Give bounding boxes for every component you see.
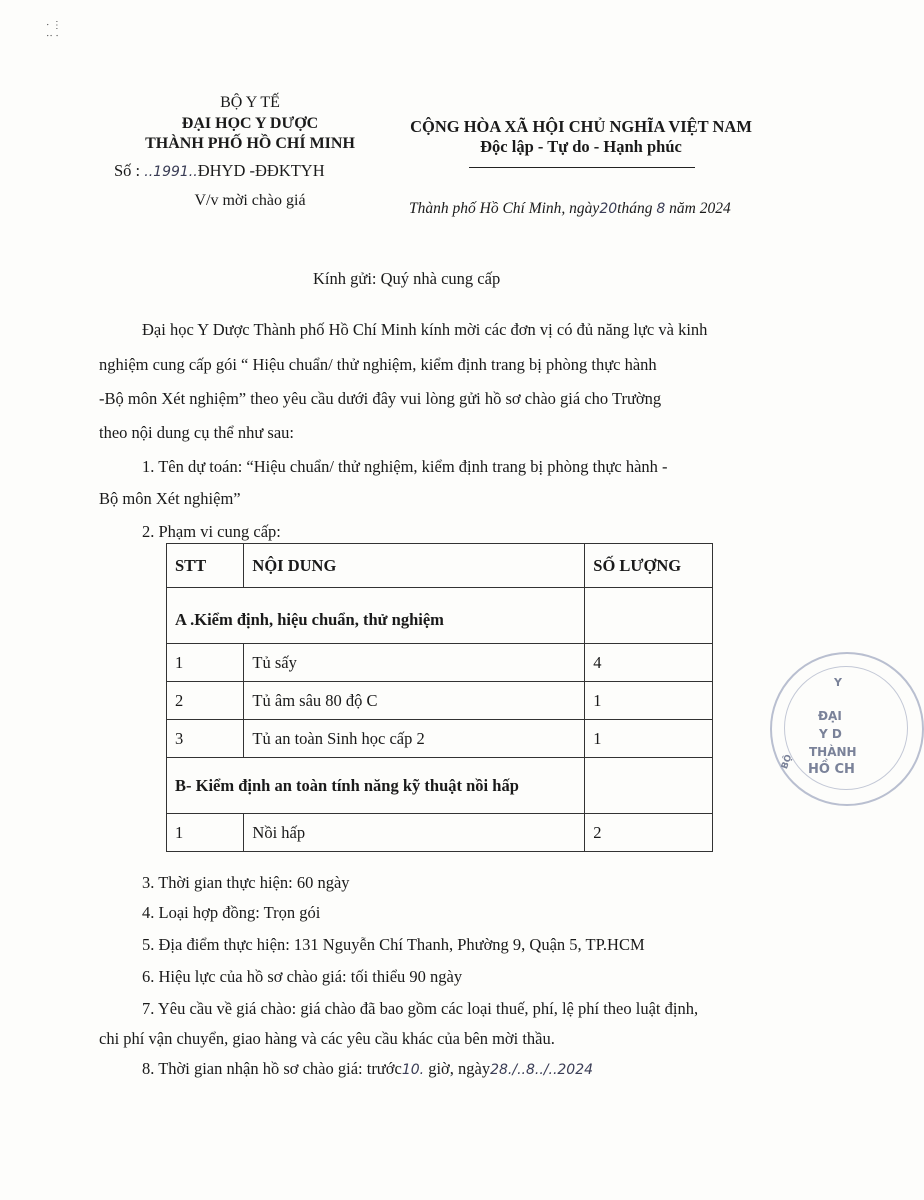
header-content: NỘI DUNG <box>244 544 585 588</box>
date-month: 8 <box>656 201 666 217</box>
section-b-row <box>167 758 713 814</box>
item-1-line-2: Bộ môn Xét nghiệm” <box>99 489 241 508</box>
seal-text-2: ĐẠI <box>818 709 842 723</box>
section-a-title: A .Kiểm định, hiệu chuẩn, thử nghiệm <box>167 588 585 644</box>
header-quantity: SỐ LƯỢNG <box>585 544 713 588</box>
number-prefix: Số : <box>114 161 145 180</box>
document-subject: V/v mời chào giá <box>194 192 306 209</box>
section-b-qty-empty <box>585 758 713 814</box>
section-b-title: B- Kiểm định an toàn tính năng kỹ thuật nồi hấp <box>167 758 585 814</box>
row-stt: 2 <box>167 682 244 720</box>
number-suffix: ĐHYD -ĐĐKTYH <box>197 161 325 180</box>
seal-text-1: Y <box>834 676 842 689</box>
row-qty: 1 <box>585 682 713 720</box>
seal-text-3: Y D <box>819 727 842 741</box>
row-content: Nồi hấp <box>244 814 585 852</box>
row-qty: 1 <box>585 720 713 758</box>
university-name-line1: ĐẠI HỌC Y DƯỢC <box>181 115 319 132</box>
university-seal-stamp <box>770 652 924 806</box>
item-3: 3. Thời gian thực hiện: 60 ngày <box>142 873 350 892</box>
item-7-line-1: 7. Yêu cầu về giá chào: giá chào đã bao gồm các loại thuế, phí, lệ phí theo luật định, <box>142 999 699 1018</box>
scan-specks: ⋅ ⋮ ⋅⋅ ⋅ <box>46 20 62 42</box>
item-8 <box>142 1054 593 1085</box>
country-name: CỘNG HÒA XÃ HỘI CHỦ NGHĨA VIỆT NAM <box>410 117 752 136</box>
date-prefix: Thành phố Hồ Chí Minh, ngày <box>409 200 600 217</box>
item-1-line-1: 1. Tên dự toán: “Hiệu chuẩn/ thử nghiệm, kiểm định trang bị phòng thực hành - <box>142 457 668 476</box>
motto-underline <box>469 167 695 168</box>
row-stt: 1 <box>167 644 244 682</box>
item-4: 4. Loại hợp đồng: Trọn gói <box>142 903 321 922</box>
row-content: Tủ âm sâu 80 độ C <box>244 682 585 720</box>
header-stt: STT <box>167 544 244 588</box>
row-stt: 1 <box>167 814 244 852</box>
table-row <box>167 682 713 720</box>
greeting: Kính gửi: Quý nhà cung cấp <box>313 269 501 288</box>
document-number <box>114 161 325 181</box>
intro-line-2: nghiệm cung cấp gói “ Hiệu chuẩn/ thử nghiệm, kiểm định trang bị phòng thực hành <box>99 355 657 374</box>
seal-text-5: HỒ CH <box>808 762 855 777</box>
intro-line-4: theo nội dung cụ thể như sau: <box>99 423 294 442</box>
item-8-prefix: 8. Thời gian nhận hồ sơ chào giá: trước <box>142 1059 402 1078</box>
row-stt: 3 <box>167 720 244 758</box>
item-8-hour: 10. <box>401 1062 425 1078</box>
row-qty: 4 <box>585 644 713 682</box>
row-qty: 2 <box>585 814 713 852</box>
ministry-name: BỘ Y TẾ <box>220 94 280 111</box>
item-2-heading: 2. Phạm vi cung cấp: <box>142 522 281 541</box>
seal-text-side: BỘ <box>780 753 795 771</box>
intro-line-1: Đại học Y Dược Thành phố Hồ Chí Minh kính mời các đơn vị có đủ năng lực và kinh <box>142 320 708 339</box>
date-year: năm 2024 <box>669 200 731 217</box>
item-5: 5. Địa điểm thực hiện: 131 Nguyễn Chí Thanh, Phường 9, Quận 5, TP.HCM <box>142 935 645 954</box>
table-row <box>167 720 713 758</box>
item-8-date: 28./..8../..2024 <box>490 1062 594 1078</box>
date-day: 20 <box>599 201 618 217</box>
row-content: Tủ an toàn Sinh học cấp 2 <box>244 720 585 758</box>
document-date <box>409 200 731 218</box>
university-name-line2: THÀNH PHỐ HỒ CHÍ MINH <box>145 135 355 152</box>
scope-table <box>166 543 713 852</box>
table-row <box>167 814 713 852</box>
row-content: Tủ sấy <box>244 644 585 682</box>
section-a-qty-empty <box>585 588 713 644</box>
number-handwritten: ..1991.. <box>144 164 198 180</box>
intro-line-3: -Bộ môn Xét nghiệm” theo yêu cầu dưới đây vui lòng gửi hồ sơ chào giá cho Trường <box>99 389 662 408</box>
section-a-row <box>167 588 713 644</box>
item-7-line-2: chi phí vận chuyển, giao hàng và các yêu cầu khác của bên mời thầu. <box>99 1029 555 1048</box>
national-motto: Độc lập - Tự do - Hạnh phúc <box>480 137 682 156</box>
date-month-label: tháng <box>617 200 653 217</box>
item-8-hour-suffix: giờ, ngày <box>424 1059 491 1078</box>
item-6: 6. Hiệu lực của hồ sơ chào giá: tối thiểu 90 ngày <box>142 967 463 986</box>
table-row <box>167 644 713 682</box>
seal-text-4: THÀNH <box>809 745 857 759</box>
table-header-row <box>167 544 713 588</box>
